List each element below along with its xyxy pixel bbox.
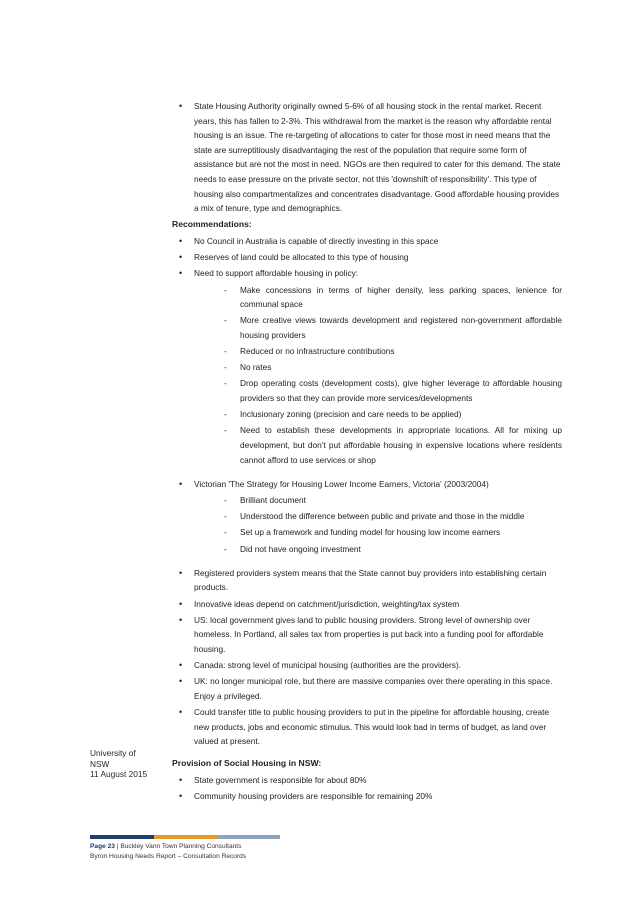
sublist-item: - Brilliant document [216, 493, 562, 508]
intro-list [172, 99, 562, 216]
victorian-sublist [194, 493, 562, 556]
footer-bar-steel [218, 835, 280, 839]
footer-bar-navy [90, 835, 154, 839]
source-org-line1: University of [90, 748, 136, 758]
list-item-text: Need to support affordable housing in policy: [194, 268, 359, 279]
footer-line-1 [90, 842, 246, 852]
source-note [90, 748, 170, 780]
list-item: • Innovative ideas depend on catchment/jurisdiction, weighting/tax system [172, 597, 562, 612]
recommendations-heading: Recommendations: [172, 219, 252, 230]
sublist-item: - Set up a framework and funding model for housing low income earners [216, 525, 562, 540]
source-org-line2: NSW [90, 758, 110, 769]
list-item: • US: local government gives land to public housing providers. Strong level of ownership over homeless. In Portland, all sales tax from properties is put back into a funding pool for affordable housing. [172, 613, 562, 657]
list-item: • Could transfer title to public housing providers to put in the pipeline for affordable housing, create new products, jobs and economic stimulus. This would look bad in terms of budget, as land over valued at present. [172, 705, 562, 749]
page-number: Page 23 [90, 843, 115, 850]
source-date: 11 August 2015 [90, 769, 148, 780]
report-title: Byron Housing Needs Report – Consultation Records [90, 853, 247, 860]
list-item: • Canada: strong level of municipal housing (authorities are the providers). [172, 658, 562, 673]
sublist-item: - Inclusionary zoning (precision and care needs to be applied) [216, 407, 562, 422]
sublist-item: - No rates [216, 360, 562, 375]
policy-sublist [194, 283, 562, 468]
list-item: • UK: no longer municipal role, but there are massive companies over there operating in this space. Enjoy a privileged. [172, 674, 562, 703]
list-item: • Reserves of land could be allocated to this type of housing [172, 250, 562, 265]
nsw-heading: Provision of Social Housing in NSW: [172, 758, 322, 769]
sublist-item: - Need to establish these developments in appropriate locations. All for mixing up development, but don't put affordable housing in expensive locations where residents cannot afford to use services or shop [216, 423, 562, 467]
list-item-text: Victorian 'The Strategy for Housing Lower Income Earners, Victoria' (2003/2004) [194, 478, 489, 489]
footer [90, 842, 246, 862]
sublist-item: - Understood the difference between public and private and those in the middle [216, 509, 562, 524]
sublist-item: - More creative views towards development and registered non-government affordable housing providers [216, 313, 562, 342]
recommendations-list [172, 234, 562, 467]
sublist-item: - Drop operating costs (development costs), give higher leverage to affordable housing providers so that they can provide more services/developments [216, 376, 562, 405]
victorian-list [172, 477, 562, 556]
list-item: • State Housing Authority originally owned 5-6% of all housing stock in the rental market. Recent years, this has fallen to 2-3%. This withdrawal from the market is the reason why affordable rental housing is an issue. The re-targeting of allocations to cater for those most in need means that the state are surreptitiously disadvantaging the rest of the population that require some form of assistance but are not the most in need. NGOs are then required to cater for this demand. The state needs to ease pressure on the private sector, not this 'downshift of responsibility'. This type of housing also compartmentalizes and concentrates disadvantage. Good affordable housing provides a mix of tenure, type and demographics. [172, 99, 562, 216]
list-item [172, 266, 562, 467]
spacer [172, 469, 562, 477]
spacer [172, 558, 562, 566]
main-content [172, 99, 562, 805]
sublist-item: - Did not have ongoing investment [216, 542, 562, 557]
footer-separator: | [114, 843, 121, 850]
sublist-item: - Reduced or no infrastructure contributions [216, 344, 562, 359]
list-item: • Community housing providers are responsible for remaining 20% [172, 789, 562, 804]
more-list [172, 566, 562, 749]
list-item: • State government is responsible for about 80% [172, 773, 562, 788]
firm-name: Buckley Vann Town Planning Consultants [120, 843, 242, 850]
nsw-list [172, 773, 562, 804]
list-item: • No Council in Australia is capable of directly investing in this space [172, 234, 562, 249]
sublist-item: - Make concessions in terms of higher density, less parking spaces, lenience for communal space [216, 283, 562, 312]
spacer [172, 750, 562, 755]
footer-bar-orange [154, 835, 218, 839]
list-item [172, 477, 562, 556]
list-item: • Registered providers system means that the State cannot buy providers into establishing certain products. [172, 566, 562, 595]
